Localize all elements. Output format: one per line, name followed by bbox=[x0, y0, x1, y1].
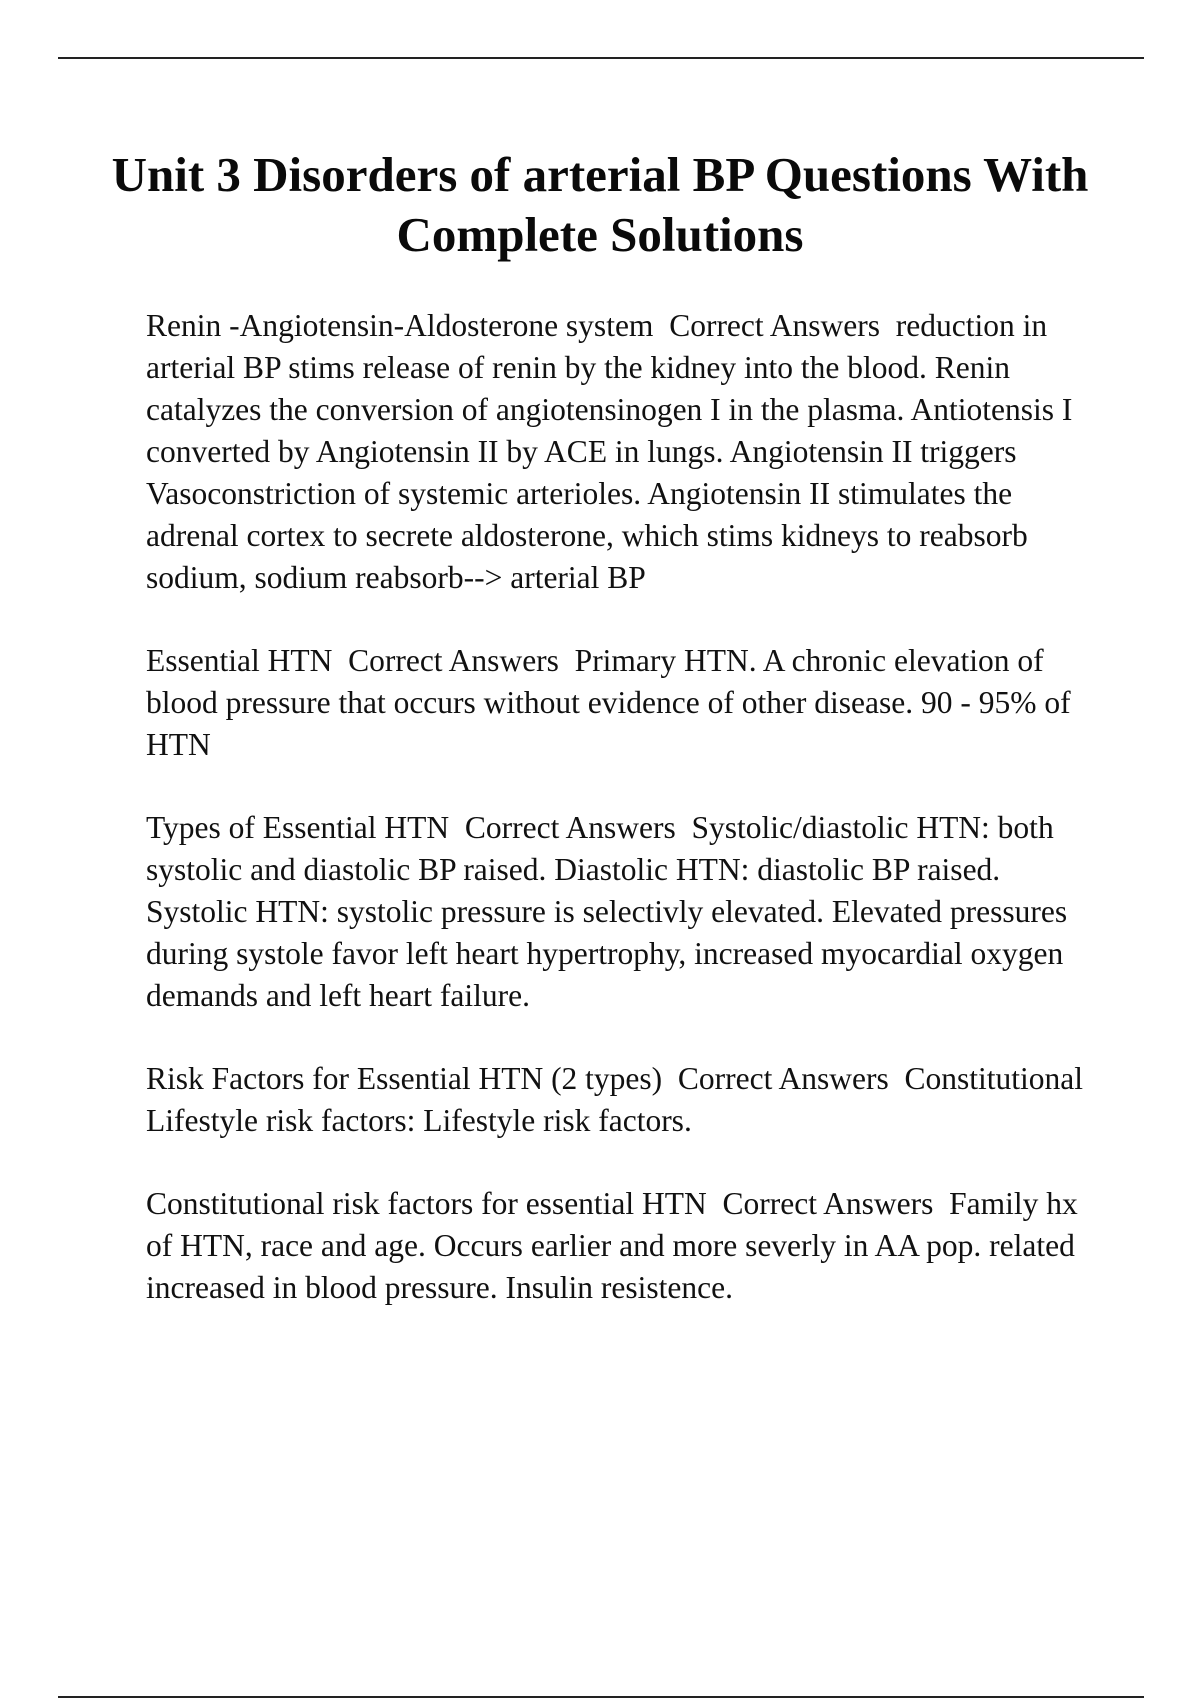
answer-text: Systolic/diastolic HTN: both systolic and diastolic BP raised. Diastolic HTN: diastolic BP raised. Systolic HTN: systolic pressure is selectivly elevated. Elevated pressures during systole favor left heart hypertrophy, increased myocardial oxygen demands and left heart failure. bbox=[146, 810, 1076, 1013]
qa-entry-constitutional-risk bbox=[146, 1183, 1096, 1309]
question-text: Risk Factors for Essential HTN (2 types) bbox=[146, 1061, 663, 1096]
question-text: Types of Essential HTN bbox=[146, 810, 450, 845]
question-text: Renin -Angiotensin-Aldosterone system bbox=[146, 308, 654, 343]
correct-answers-label: Correct Answers bbox=[348, 643, 559, 678]
qa-entry-risk-factors bbox=[146, 1058, 1096, 1142]
bottom-rule bbox=[58, 1696, 1144, 1698]
correct-answers-label: Correct Answers bbox=[669, 308, 881, 343]
document-title: Unit 3 Disorders of arterial BP Questions With Complete Solutions bbox=[111, 147, 1089, 262]
question-text: Constitutional risk factors for essential HTN bbox=[146, 1186, 707, 1221]
qa-entry-types-essential-htn bbox=[146, 807, 1096, 1017]
answer-text: Constitutional Lifestyle risk factors: Lifestyle risk factors. bbox=[146, 1061, 1091, 1138]
answer-text: Primary HTN. A chronic elevation of blood pressure that occurs without evidence of other disease. 90 - 95% of HTN bbox=[146, 643, 1079, 762]
correct-answers-label: Correct Answers bbox=[722, 1186, 934, 1221]
qa-entry-essential-htn bbox=[146, 640, 1096, 766]
answer-text: reduction in arterial BP stims release of renin by the kidney into the blood. Renin catalyzes the conversion of angiotensinogen I in the plasma. Antiotensis I converted by Angiotensin II by ACE in lungs. Angiotensin II triggers Vasoconstriction of systemic arterioles. Angiotensin II stimulates the adrenal cortex to secrete aldosterone, which stims kidneys to reabsorb sodium, sodium reabsorb--> arterial BP bbox=[146, 308, 1081, 595]
answer-text: Family hx of HTN, race and age. Occurs earlier and more severly in AA pop. related increased in blood pressure. Insulin resistence. bbox=[146, 1186, 1086, 1305]
qa-list bbox=[146, 305, 1096, 1350]
question-text: Essential HTN bbox=[146, 643, 333, 678]
top-rule bbox=[58, 57, 1144, 59]
qa-entry-raas bbox=[146, 305, 1096, 599]
correct-answers-label: Correct Answers bbox=[464, 810, 676, 845]
correct-answers-label: Correct Answers bbox=[677, 1061, 889, 1096]
